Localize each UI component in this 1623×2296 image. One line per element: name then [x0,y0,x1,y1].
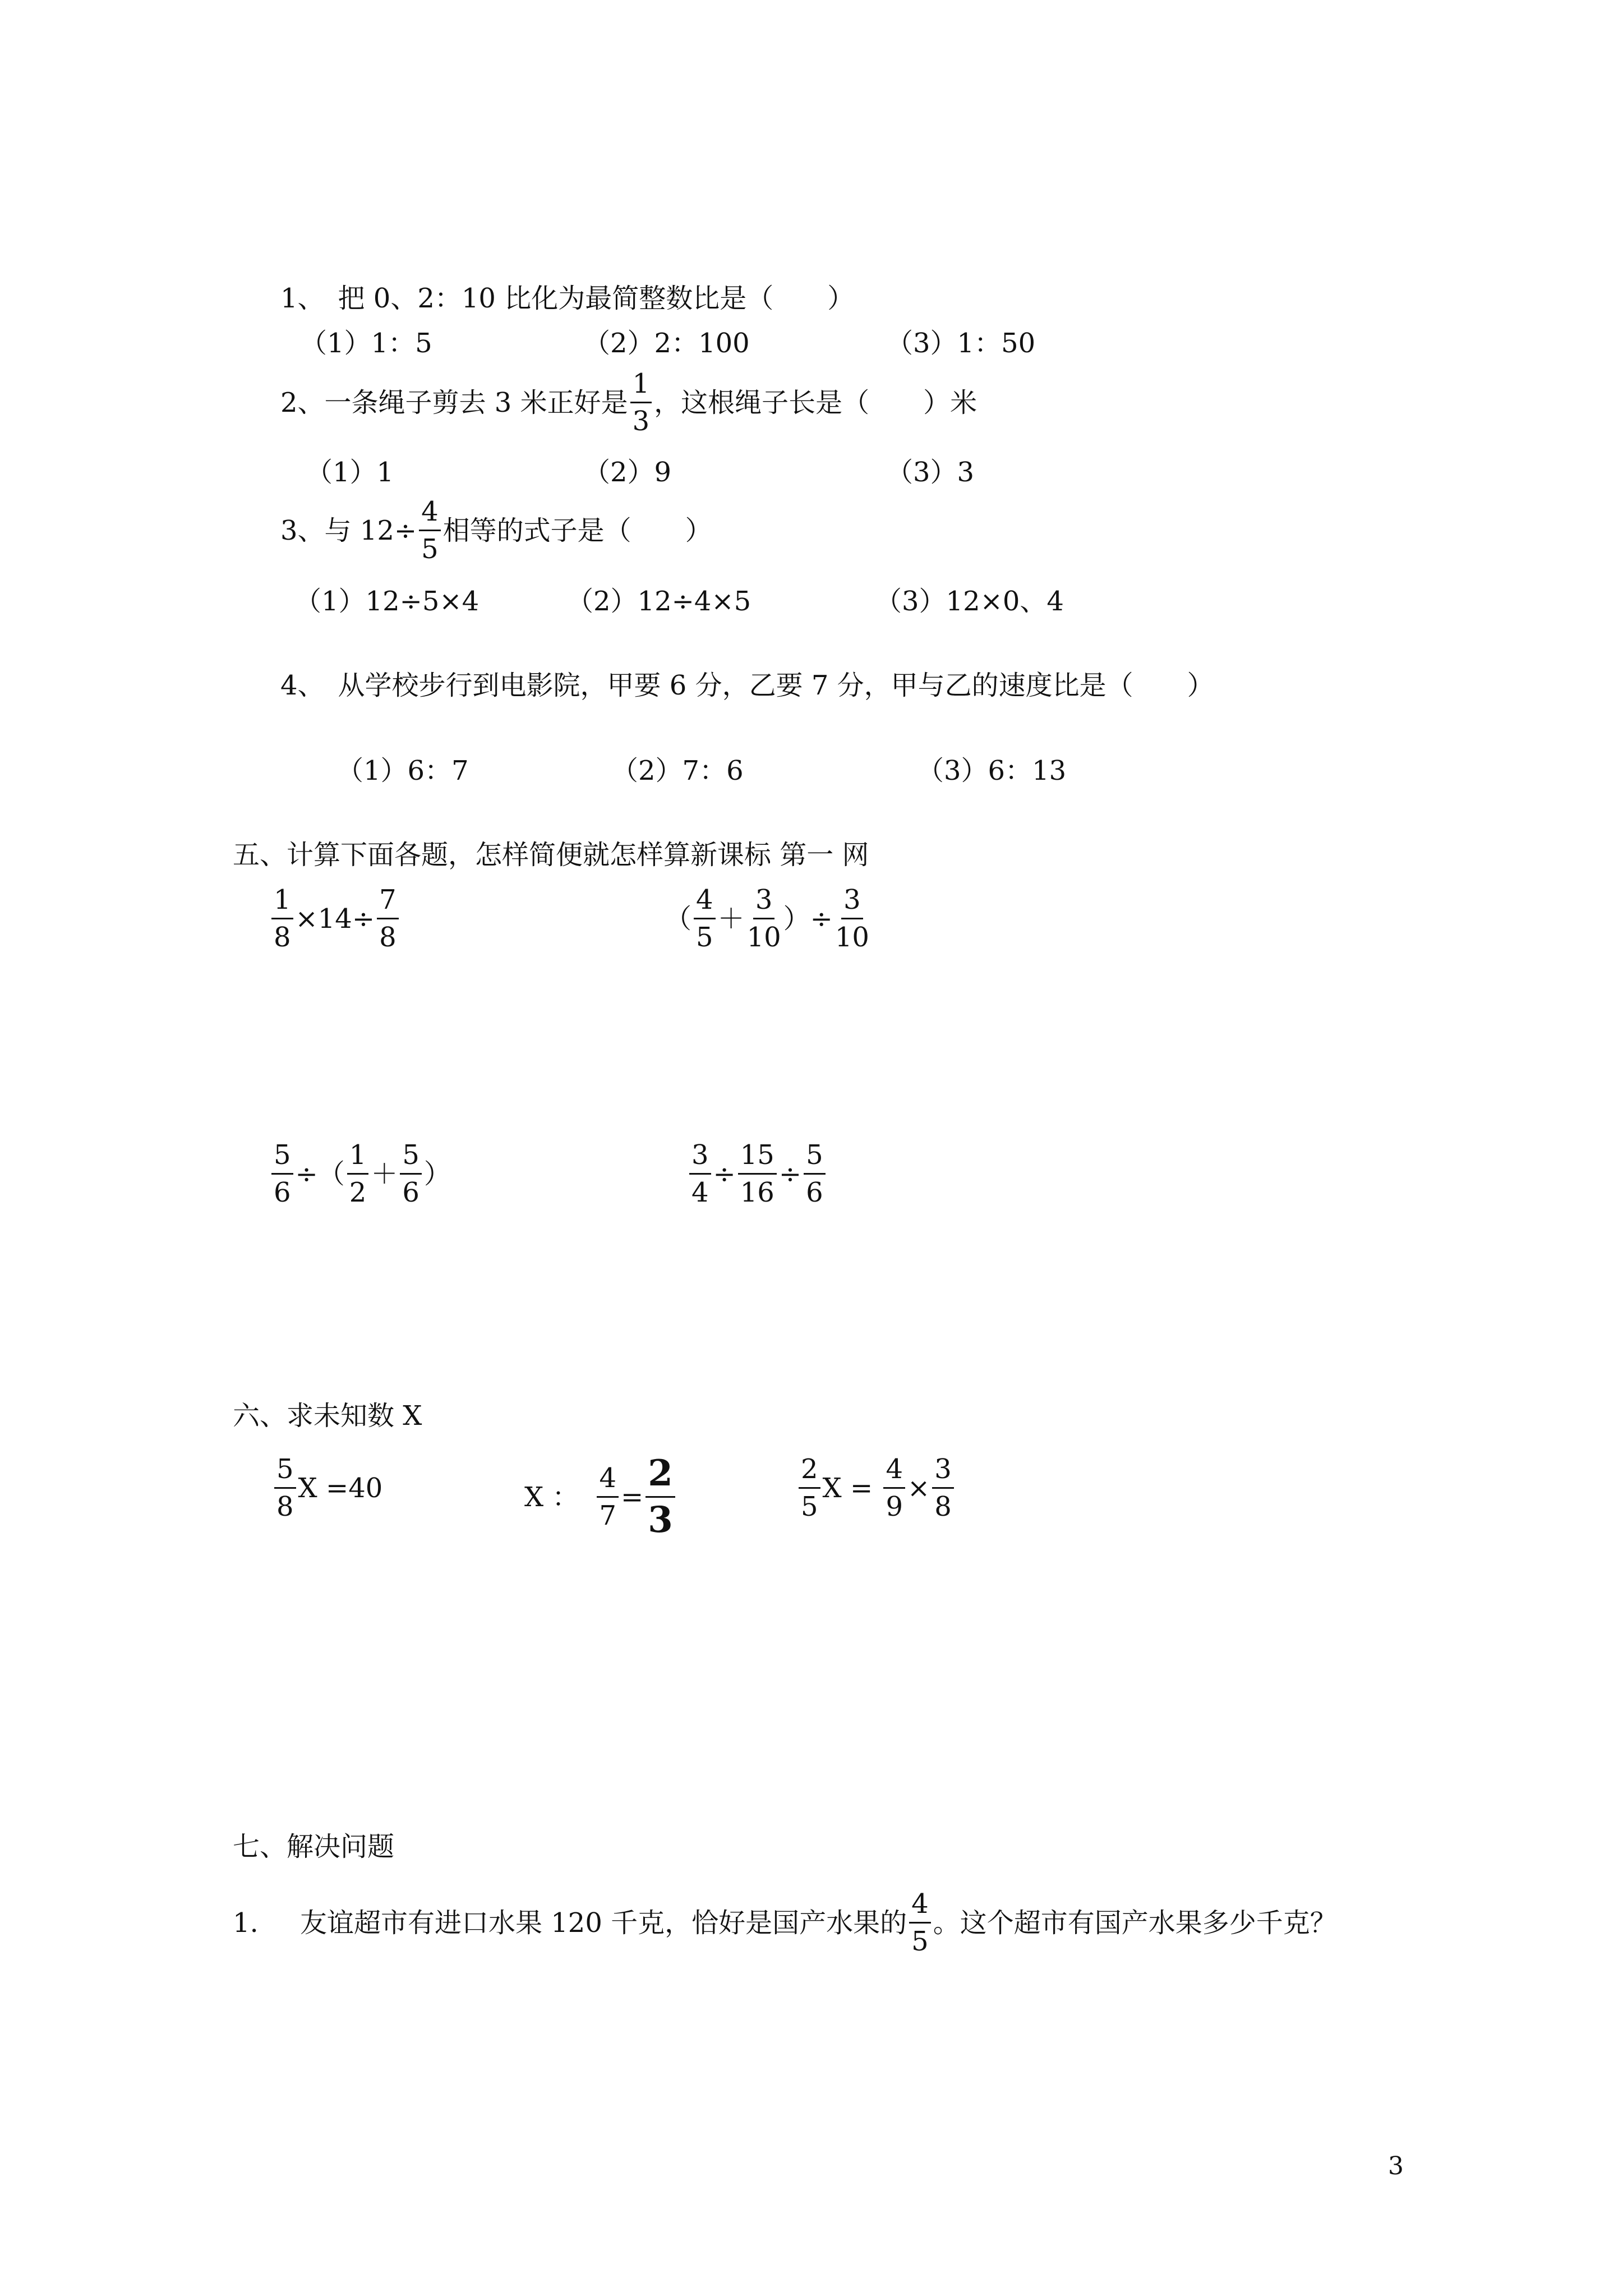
s5-e4-frac-a [689,1139,711,1208]
frac-den: 6 [402,1177,419,1208]
frac-num: 4 [909,1890,931,1924]
frac-den: 10 [834,922,869,953]
s5-e2-plus: ＋ [717,903,745,935]
s7-p1-text-before: 友谊超市有进口水果 120 千克，恰好是国产水果的 [300,1907,907,1939]
frac-den: 8 [276,1491,294,1522]
s7-p1-text-after: 。这个超市有国产水果多少千克？ [933,1907,1337,1939]
s5-expression-2 [665,886,872,951]
frac-den: 5 [801,1491,818,1522]
frac-num: 3 [753,886,775,919]
section5-heading: 五、计算下面各题，怎样简便就怎样算新课标 第一 网 [233,839,869,871]
s5-e3-frac-a [271,1139,293,1208]
frac-den: 2 [349,1177,367,1208]
q3-stem [280,498,712,563]
q3-fraction [419,498,441,563]
q4-stem: 4、 从学校步行到电影院，甲要 6 分，乙要 7 分，甲与乙的速度比是（ ） [280,670,1214,701]
s5-expression-1 [269,886,401,951]
q4-option-2: （2）7：6 [611,755,744,786]
s5-e2-open: （ [665,903,692,935]
q3-frac-den: 5 [421,533,439,565]
s7-p1-fraction [909,1890,931,1955]
s6-eq1-frac-a [274,1453,296,1522]
q3-stem-after: 相等的式子是（ ） [442,514,712,546]
s6-equation-3 [796,1453,956,1522]
section6-heading: 六、求未知数 X [233,1400,422,1432]
s5-e3-operator: ÷（ [295,1158,345,1190]
frac-num: 5 [804,1142,826,1175]
s6-eq2-frac-a [597,1462,619,1531]
frac-num: 5 [274,1456,296,1489]
s5-e4-frac-c [804,1139,826,1208]
s6-eq3-frac-c [932,1453,954,1522]
s5-e2-close: ）÷ [783,903,833,935]
frac-den: 9 [886,1491,903,1522]
s5-expression-3 [269,1139,451,1208]
s6-equation-1 [272,1453,383,1522]
frac-den: 3 [648,1499,673,1541]
q2-stem-after: ，这根绳子长是（ ）米 [654,386,978,418]
q1-option-2: （2）2：100 [583,328,750,359]
q2-fraction [630,370,652,435]
frac-num: 4 [597,1465,619,1498]
frac-num: 5 [271,1142,293,1175]
s5-e3-close: ） [423,1158,451,1190]
frac-num: 15 [738,1142,777,1175]
q2-stem [280,370,977,435]
s5-e3-frac-c [400,1139,422,1208]
q2-option-2: （2）9 [583,457,672,488]
q3-option-1: （1）12÷5×4 [294,586,479,617]
section7-heading: 七、解决问题 [233,1831,395,1862]
frac-num: 2 [645,1456,675,1498]
s5-e3-plus: ＋ [371,1158,398,1190]
s6-eq2-lead: X ： [524,1481,579,1513]
frac-num: 1 [271,886,293,919]
frac-den: 5 [696,922,713,953]
s6-eq3-operator: × [907,1472,930,1504]
q2-option-3: （3）3 [886,457,975,488]
frac-num: 3 [689,1142,711,1175]
frac-den: 7 [599,1500,616,1531]
q1-option-1: （1）1：5 [300,328,432,359]
frac-den: 5 [911,1926,929,1957]
s5-e2-frac-a [694,886,716,951]
s6-eq1-rest: X =40 [298,1472,383,1504]
page-number: 3 [1388,2152,1404,2180]
s5-e2-frac-c [835,886,869,951]
s5-e4-operator-1: ÷ [713,1158,736,1190]
frac-num: 3 [932,1456,954,1489]
frac-den: 10 [746,922,781,953]
frac-num: 2 [799,1456,820,1489]
q4-option-3: （3）6：13 [917,755,1067,786]
s6-eq3-frac-b [883,1453,905,1522]
s5-e1-operator: ×14÷ [295,903,375,935]
frac-den: 6 [274,1177,291,1208]
frac-den: 8 [274,922,291,953]
frac-den: 8 [379,922,396,953]
q4-option-1: （1）6：7 [336,755,469,786]
s7-p1-number: 1. [233,1907,259,1939]
frac-num: 7 [377,886,399,919]
q3-frac-num: 4 [419,498,441,531]
frac-num: 3 [841,886,863,919]
s6-eq2-equals: = [620,1481,644,1513]
frac-den: 8 [934,1491,952,1522]
frac-den: 16 [740,1177,774,1208]
q2-option-1: （1）1 [306,457,394,488]
q3-stem-before: 3、与 12÷ [280,514,417,546]
s5-e4-frac-b [738,1139,777,1208]
s5-expression-4 [687,1139,828,1208]
s5-e3-frac-b [347,1139,369,1208]
frac-num: 1 [347,1142,369,1175]
q3-option-3: （3）12×0、4 [875,586,1064,617]
s7-problem-1 [233,1890,1337,1955]
s6-eq3-mid: X = [822,1472,882,1504]
frac-den: 6 [806,1177,823,1208]
s5-e4-operator-2: ÷ [778,1158,802,1190]
s6-equation-2 [524,1452,677,1541]
q1-stem: 1、 把 0、2：10 比化为最简整数比是（ ） [280,283,855,314]
s5-e1-frac-b [377,886,399,951]
frac-num: 5 [400,1142,422,1175]
frac-den: 4 [691,1177,709,1208]
q3-option-2: （2）12÷4×5 [566,586,751,617]
q1-option-3: （3）1：50 [886,328,1036,359]
q2-frac-den: 3 [632,406,650,437]
s6-eq3-frac-a [799,1453,820,1522]
frac-num: 4 [883,1456,905,1489]
s6-eq2-frac-b [645,1452,675,1541]
q2-frac-num: 1 [630,370,652,403]
s5-e2-frac-b [747,886,781,951]
s5-e1-frac-a [271,886,293,951]
q2-stem-before: 2、一条绳子剪去 3 米正好是 [280,386,628,418]
frac-num: 4 [694,886,716,919]
